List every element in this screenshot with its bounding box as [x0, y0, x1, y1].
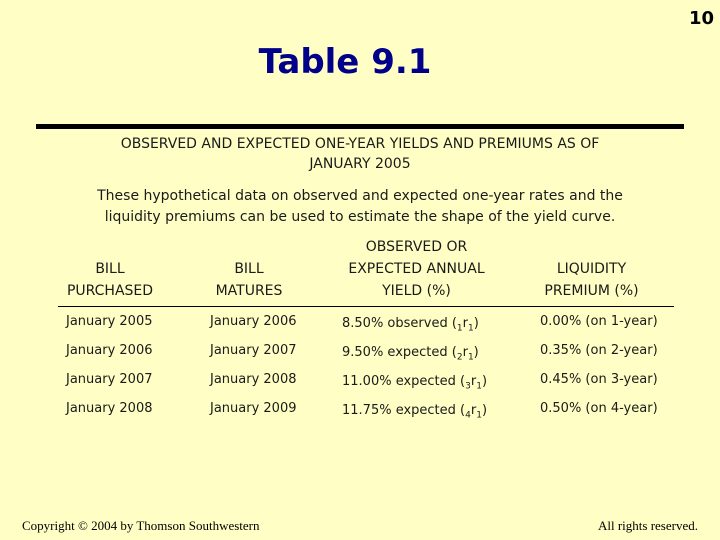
header-line: PREMIUM (%) [544, 283, 639, 299]
cell-purchased: January 2005 [66, 314, 153, 329]
top-divider [36, 124, 684, 129]
cell-yield [342, 403, 487, 421]
header-divider [58, 306, 674, 307]
cell-yield [342, 374, 487, 392]
yield-rate-symbol: r [462, 316, 468, 331]
cell-premium: 0.45% (on 3-year) [540, 372, 658, 387]
cell-purchased: January 2006 [66, 343, 153, 358]
subtitle-line-1: OBSERVED AND EXPECTED ONE-YEAR YIELDS AND PREMIUMS AS OF [120, 136, 600, 152]
cell-purchased: January 2007 [66, 372, 153, 387]
header-line: BILL [95, 261, 125, 277]
rights-notice: All rights reserved. [597, 518, 698, 533]
table-subtitle [36, 134, 684, 174]
description-line-1: These hypothetical data on observed and expected one-year rates and the [97, 188, 623, 204]
cell-purchased: January 2008 [66, 401, 153, 416]
cell-matures: January 2008 [210, 372, 297, 387]
page-title: Table 9.1 [258, 42, 432, 82]
yield-subscript-post: 1 [468, 323, 474, 334]
header-line: EXPECTED ANNUAL [348, 261, 485, 277]
table-body [0, 310, 720, 426]
yield-subscript-pre: 4 [465, 410, 471, 421]
cell-yield [342, 345, 479, 363]
header-line: OBSERVED OR [365, 239, 468, 255]
yield-subscript-pre: 2 [456, 352, 463, 363]
yield-text: 8.50% observed ( [342, 316, 457, 331]
yield-subscript-pre: 1 [456, 323, 463, 334]
cell-matures: January 2009 [210, 401, 297, 416]
subtitle-line-2: JANUARY 2005 [309, 156, 411, 172]
column-header-yield [324, 236, 509, 302]
header-line: PURCHASED [66, 283, 154, 299]
column-header-bill-matures [194, 258, 304, 302]
yield-close: ) [473, 316, 479, 331]
table-header [44, 238, 680, 306]
cell-matures: January 2006 [210, 314, 297, 329]
yield-subscript-pre: 3 [465, 381, 471, 392]
table-row [0, 339, 720, 368]
table-description [36, 186, 684, 228]
description-line-2: liquidity premiums can be used to estimate the shape of the yield curve. [104, 209, 616, 225]
yield-subscript-post: 1 [467, 352, 474, 363]
table-row [0, 310, 720, 339]
column-header-liquidity-premium [524, 258, 659, 302]
yield-close: ) [481, 374, 488, 389]
yield-text: 11.00% expected ( [342, 374, 466, 389]
cell-premium: 0.35% (on 2-year) [540, 343, 658, 358]
yield-rate-symbol: r [462, 345, 468, 360]
yield-close: ) [473, 345, 479, 360]
yield-text: 9.50% expected ( [342, 345, 457, 360]
table-row [0, 368, 720, 397]
yield-close: ) [481, 403, 488, 418]
cell-premium: 0.50% (on 4-year) [540, 401, 658, 416]
slide-number: 10 [688, 8, 714, 29]
yield-rate-symbol: r [470, 403, 477, 418]
copyright-notice: Copyright © 2004 by Thomson Southwestern [22, 518, 260, 533]
header-line: LIQUIDITY [556, 261, 627, 277]
header-line: YIELD (%) [382, 283, 451, 299]
cell-premium: 0.00% (on 1-year) [540, 314, 658, 329]
yield-text: 11.75% expected ( [342, 403, 466, 418]
table-row [0, 397, 720, 426]
yield-rate-symbol: r [470, 374, 477, 389]
header-line: MATURES [215, 283, 283, 299]
cell-matures: January 2007 [210, 343, 297, 358]
yield-subscript-post: 1 [476, 410, 482, 421]
header-line: BILL [234, 261, 264, 277]
column-header-bill-purchased [50, 258, 170, 302]
yield-subscript-post: 1 [476, 381, 482, 392]
cell-yield [342, 316, 479, 334]
